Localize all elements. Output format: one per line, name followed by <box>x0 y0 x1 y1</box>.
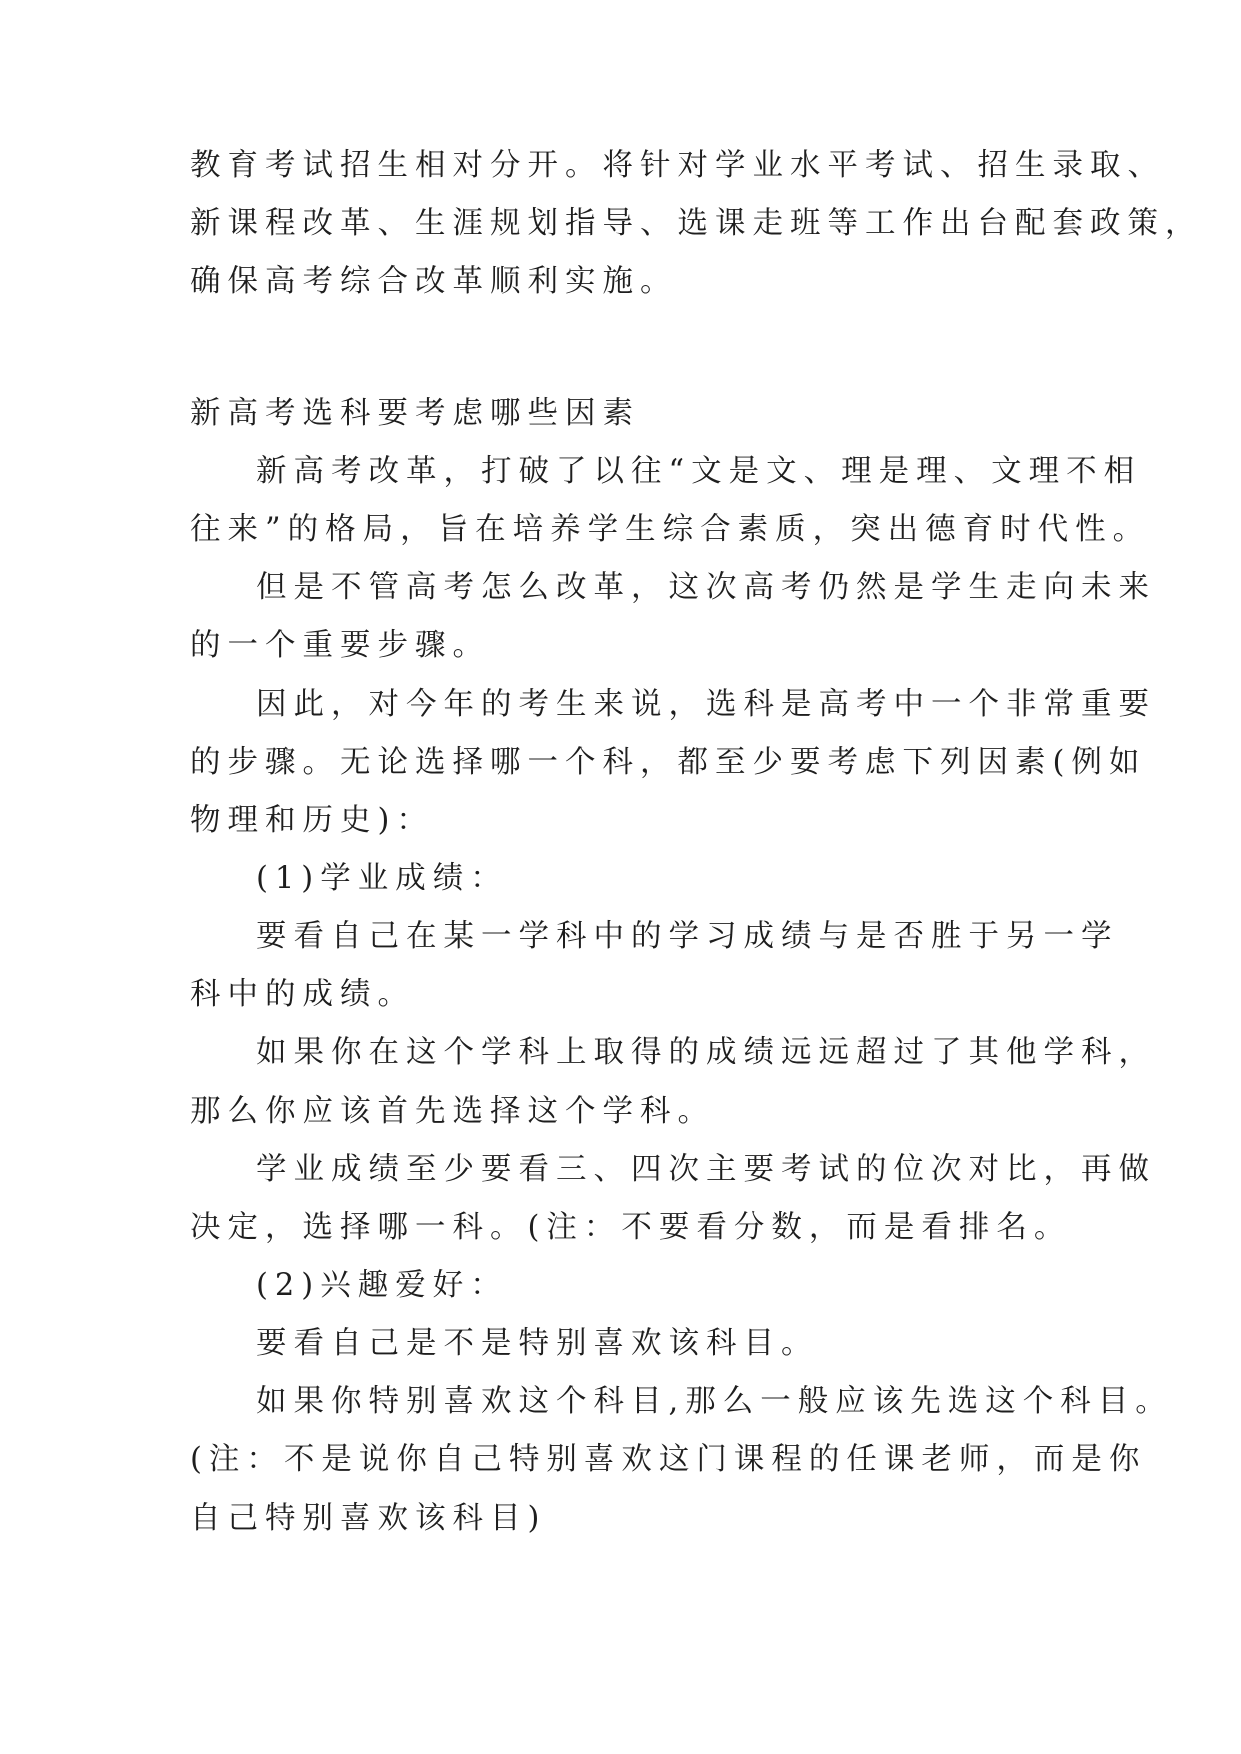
paragraph-line: 的一个重要步骤。 <box>190 628 490 663</box>
paragraph-line: 那么你应该首先选择这个学科。 <box>190 1094 715 1129</box>
paragraph-line: 往来”的格局，旨在培养学生综合素质，突出德育时代性。 <box>190 512 1151 547</box>
paragraph-line: 物理和历史)： <box>190 803 434 838</box>
paragraph-line: (注：不是说你自己特别喜欢这门课程的任课老师，而是你 <box>190 1442 1147 1477</box>
paragraph-line: 学业成绩至少要看三、四次主要考试的位次对比，再做 <box>256 1152 1156 1187</box>
section-heading: 新高考选科要考虑哪些因素 <box>190 396 640 431</box>
intro-line: 教育考试招生相对分开。将针对学业水平考试、招生录取、 <box>190 148 1165 183</box>
list-item-heading: (1)学业成绩： <box>256 861 508 896</box>
paragraph-line: 但是不管高考怎么改革，这次高考仍然是学生走向未来 <box>256 570 1156 605</box>
paragraph-line: 的步骤。无论选择哪一个科，都至少要考虑下列因素(例如 <box>190 745 1147 780</box>
paragraph-line: 因此，对今年的考生来说，选科是高考中一个非常重要 <box>256 687 1156 722</box>
paragraph-line: 新高考改革，打破了以往“文是文、理是理、文理不相 <box>256 454 1142 489</box>
intro-line: 确保高考综合改革顺利实施。 <box>190 264 678 299</box>
paragraph-line: 科中的成绩。 <box>190 977 415 1012</box>
paragraph-line: 决定，选择哪一科。(注：不要看分数，而是看排名。 <box>190 1210 1072 1245</box>
paragraph-line: 自己特别喜欢该科目) <box>190 1501 547 1536</box>
paragraph-line: 要看自己是不是特别喜欢该科目。 <box>256 1326 819 1361</box>
paragraph-line: 如果你在这个学科上取得的成绩远远超过了其他学科， <box>256 1035 1156 1070</box>
paragraph-line: 如果你特别喜欢这个科目,那么一般应该先选这个科目。 <box>256 1384 1173 1419</box>
intro-line: 新课程改革、生涯规划指导、选课走班等工作出台配套政策， <box>190 206 1203 241</box>
list-item-heading: (2)兴趣爱好： <box>256 1268 508 1303</box>
paragraph-line: 要看自己在某一学科中的学习成绩与是否胜于另一学 <box>256 919 1119 954</box>
